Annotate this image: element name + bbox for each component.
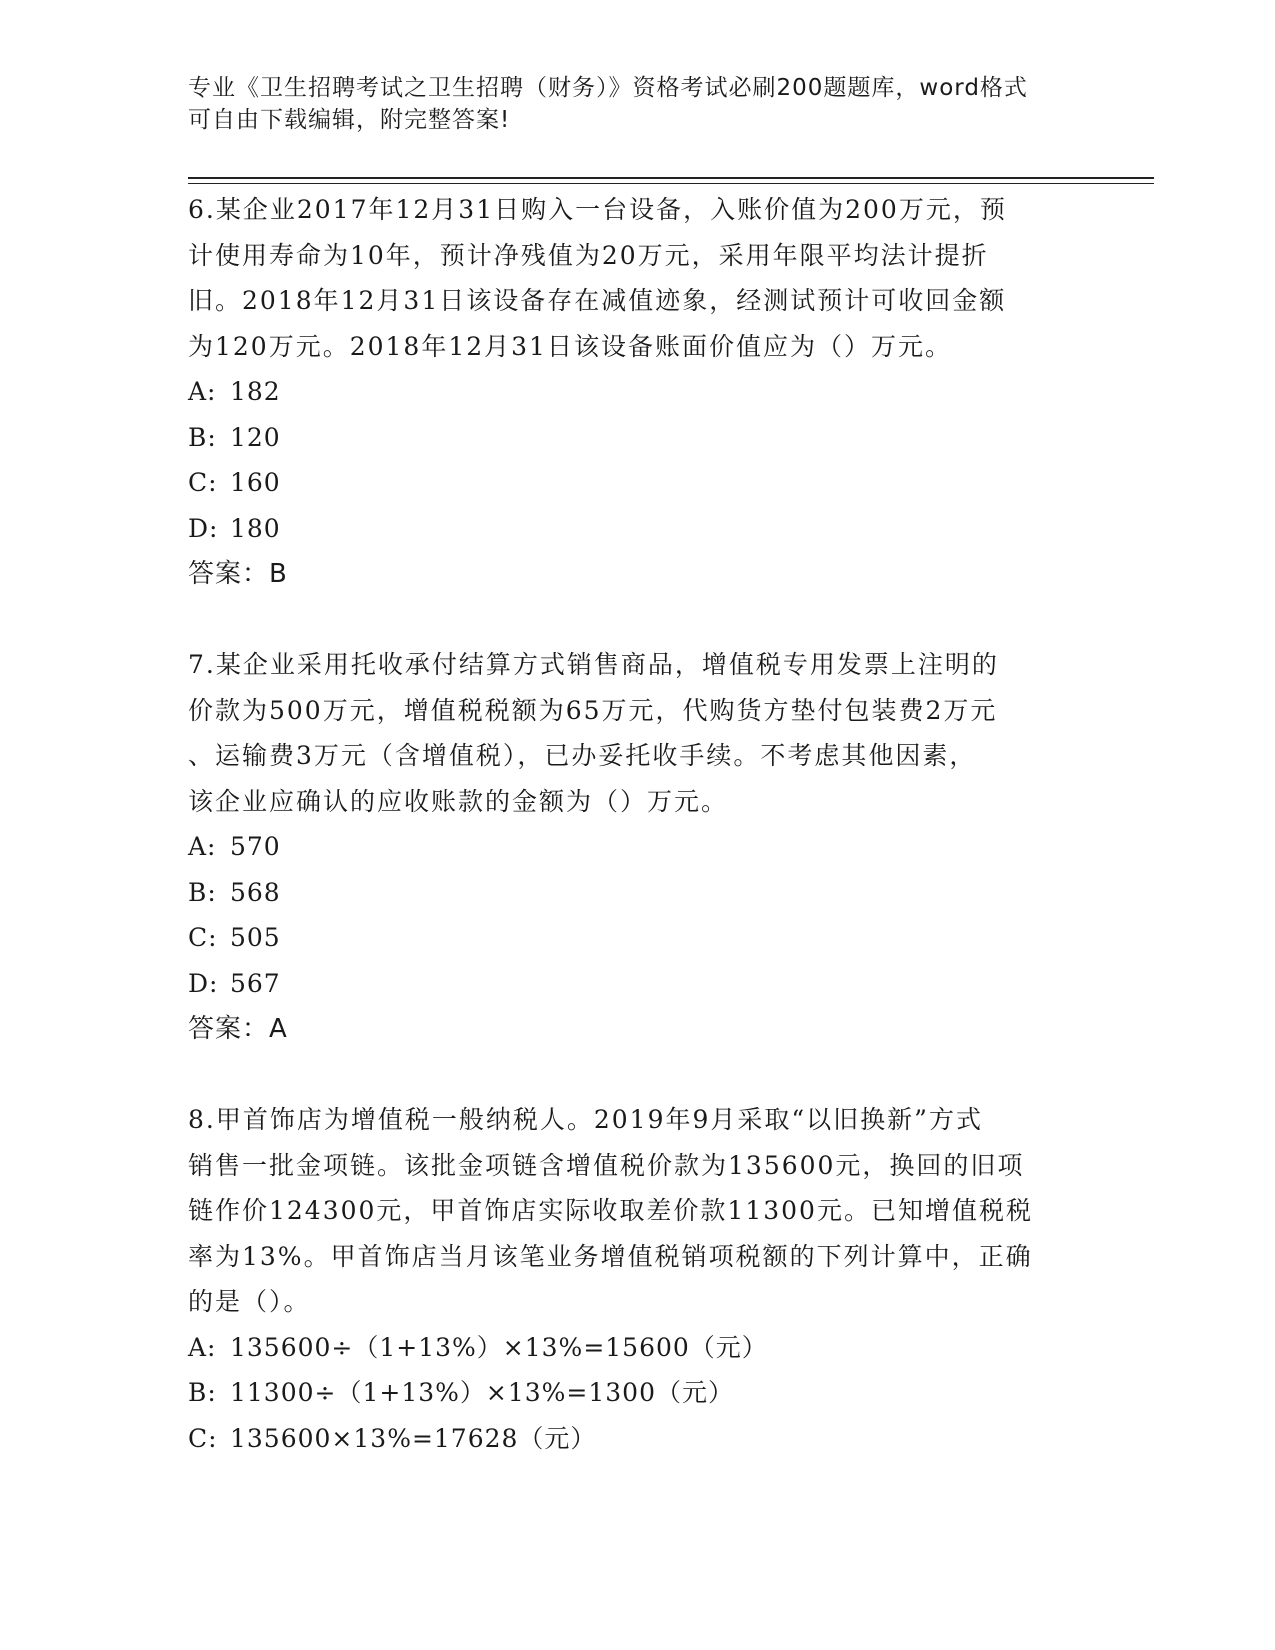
stem-line: 价款为500万元，增值税税额为65万元，代购货方垫付包装费2万元 bbox=[188, 695, 998, 725]
option-b bbox=[188, 415, 1088, 461]
header-line-1: 专业《卫生招聘考试之卫生招聘（财务）》资格考试必刷200题题库，word格式 bbox=[188, 75, 1028, 101]
option-text: 570 bbox=[230, 832, 281, 861]
option-label: A: bbox=[188, 377, 217, 406]
stem-line: 6.某企业2017年12月31日购入一台设备，入账价值为200万元，预 bbox=[188, 195, 1007, 224]
stem-line: 、运输费3万元（含增值税），已办妥托收手续。不考虑其他因素， bbox=[188, 741, 977, 770]
option-label: D: bbox=[188, 968, 219, 998]
answer-line: 答案：A bbox=[188, 1014, 288, 1044]
stem-line: 销售一批金项链。该批金项链含增值税价款为135600元，换回的旧项 bbox=[188, 1150, 1025, 1180]
option-text: 568 bbox=[230, 877, 281, 907]
option-label: A: bbox=[188, 1332, 217, 1362]
question-spacer bbox=[188, 1052, 1088, 1097]
question-spacer bbox=[188, 597, 1088, 642]
stem-line: 7.某企业采用托收承付结算方式销售商品，增值税专用发票上注明的 bbox=[188, 650, 999, 679]
option-text: 135600÷（1+13%）×13%=15600（元） bbox=[230, 1332, 768, 1362]
option-label: D: bbox=[188, 513, 219, 543]
stem-line: 率为13%。甲首饰店当月该笔业务增值税销项税额的下列计算中，正确 bbox=[188, 1241, 1033, 1271]
question-8 bbox=[188, 1097, 1088, 1461]
option-text: 180 bbox=[230, 513, 281, 543]
option-c bbox=[188, 460, 1088, 506]
stem-line: 8.甲首饰店为增值税一般纳税人。2019年9月采取“以旧换新”方式 bbox=[188, 1105, 983, 1134]
option-a bbox=[188, 369, 1088, 415]
document-header bbox=[188, 72, 1068, 136]
option-label: B: bbox=[188, 1378, 217, 1407]
question-6 bbox=[188, 187, 1088, 597]
option-label: B: bbox=[188, 877, 217, 907]
option-c bbox=[188, 915, 1088, 961]
question-stem bbox=[188, 1097, 1088, 1325]
option-label: A: bbox=[188, 832, 217, 861]
stem-line: 的是（）。 bbox=[188, 1287, 311, 1316]
option-label: C: bbox=[188, 468, 218, 497]
option-label: C: bbox=[188, 1423, 218, 1453]
option-text: 120 bbox=[230, 422, 281, 452]
option-text: 135600×13%=17628（元） bbox=[230, 1423, 597, 1453]
header-divider-thin bbox=[188, 183, 1154, 184]
question-7 bbox=[188, 642, 1088, 1052]
stem-line: 链作价124300元，甲首饰店实际收取差价款11300元。已知增值税税 bbox=[188, 1196, 1033, 1225]
stem-line: 计使用寿命为10年，预计净残值为20万元，采用年限平均法计提折 bbox=[188, 240, 989, 270]
stem-line: 旧。2018年12月31日该设备存在减值迹象，经测试预计可收回金额 bbox=[188, 286, 1007, 315]
header-line-2: 可自由下载编辑，附完整答案! bbox=[188, 107, 511, 133]
stem-line: 该企业应确认的应收账款的金额为（）万元。 bbox=[188, 786, 729, 816]
option-b bbox=[188, 870, 1088, 916]
header-divider-thick bbox=[188, 177, 1154, 179]
option-text: 160 bbox=[230, 468, 281, 497]
option-text: 11300÷（1+13%）×13%=1300（元） bbox=[230, 1378, 734, 1407]
option-label: C: bbox=[188, 923, 218, 952]
stem-line: 为120万元。2018年12月31日该设备账面价值应为（）万元。 bbox=[188, 331, 952, 361]
option-a bbox=[188, 1325, 1088, 1371]
question-list bbox=[188, 187, 1088, 1461]
option-text: 567 bbox=[230, 968, 281, 998]
option-label: B: bbox=[188, 422, 217, 452]
answer-line: 答案：B bbox=[188, 559, 288, 589]
option-text: 505 bbox=[230, 923, 281, 952]
question-stem bbox=[188, 187, 1088, 369]
option-text: 182 bbox=[230, 377, 281, 406]
question-stem bbox=[188, 642, 1088, 824]
option-a bbox=[188, 824, 1088, 870]
option-d bbox=[188, 506, 1088, 552]
option-b bbox=[188, 1370, 1088, 1416]
option-d bbox=[188, 961, 1088, 1007]
option-c bbox=[188, 1416, 1088, 1462]
